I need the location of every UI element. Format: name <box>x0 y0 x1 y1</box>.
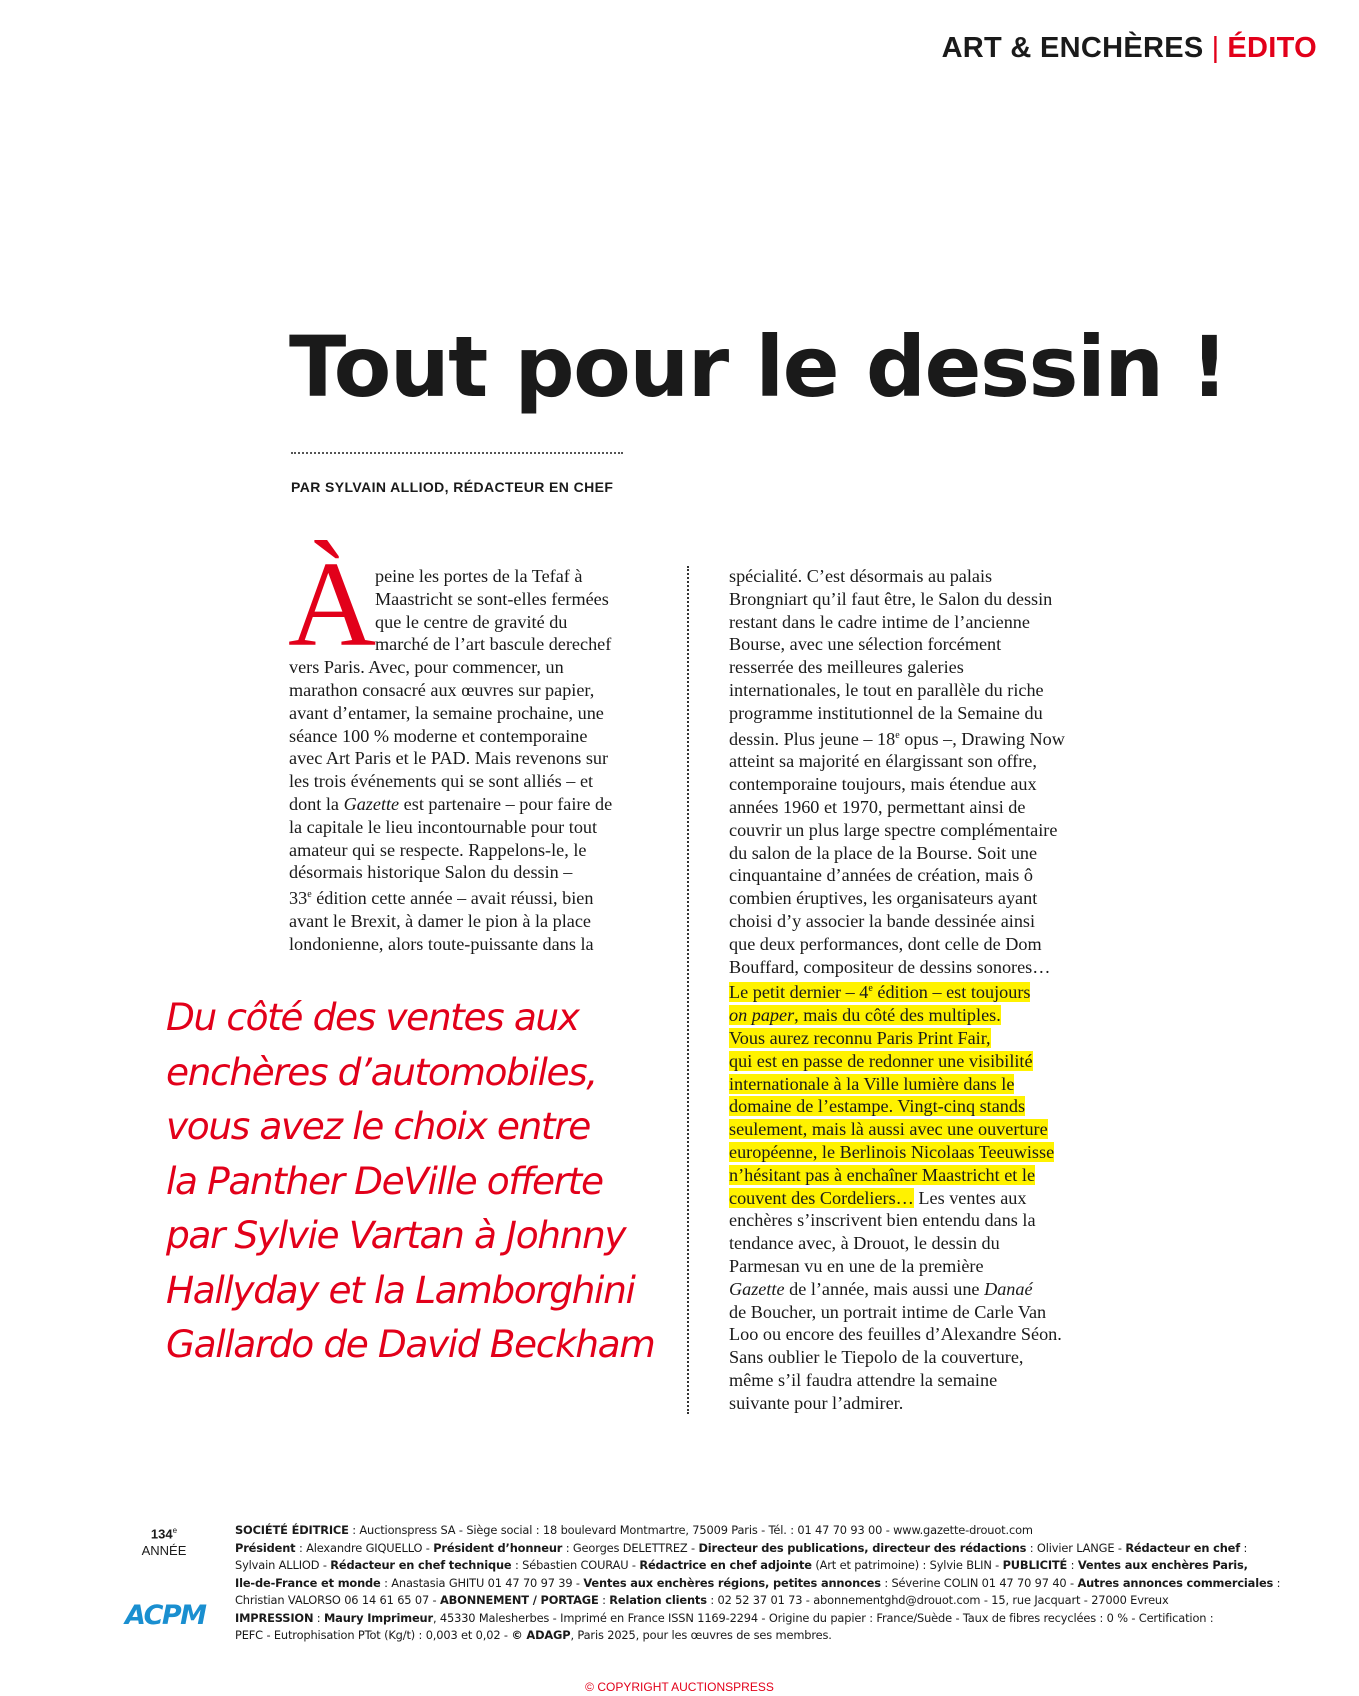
subsection-label: ÉDITO <box>1227 32 1317 64</box>
footer-run: : Sébastien COURAU - <box>511 1558 640 1572</box>
text-line: contemporaine toujours, mais étendue aux <box>729 774 1037 795</box>
text-line: Bouffard, compositeur de dessins sonores… <box>729 956 1051 977</box>
text-line: Sans oublier le Tiepolo de la couverture, <box>729 1347 1024 1368</box>
text-line: peine les portes de la Tefaf à <box>375 566 583 586</box>
footer-strong: ABONNEMENT / PORTAGE <box>439 1593 599 1607</box>
text-line: Loo ou encore des feuilles d’Alexandre Séon. <box>729 1324 1062 1345</box>
text-line: Bourse, avec une sélection forcément <box>729 634 1002 655</box>
highlighted-text: internationale à la Ville lumière dans le <box>729 1073 1015 1094</box>
highlighted-line <box>729 1004 1094 1027</box>
section-header <box>942 32 1317 65</box>
text-line: que deux performances, dont celle de Dom <box>729 933 1042 954</box>
footer-strong: Ile-de-France et monde <box>235 1575 381 1590</box>
text-line: restant dans le cadre intime de l’ancienne <box>729 611 1030 632</box>
text-line: de Boucher, un portrait intime de Carle Van <box>729 1301 1047 1322</box>
superscript: e <box>307 889 312 901</box>
text-run: dessin. Plus jeune – 18 <box>729 728 896 749</box>
year-label: ANNÉE <box>141 1543 187 1559</box>
text-run: dont la <box>289 793 344 814</box>
highlighted-text: européenne, le Berlinois Nicolaas Teeuwisse <box>729 1142 1055 1163</box>
text-line <box>289 793 649 816</box>
highlighted-text: domaine de l’estampe. Vingt-cinq stands <box>729 1096 1026 1117</box>
footer-strong: © ADAGP <box>511 1628 571 1642</box>
masthead-footer <box>235 1522 1281 1645</box>
acpm-logo: ACPM <box>125 1600 206 1631</box>
footer-strong: Rédacteur en chef technique <box>330 1558 512 1572</box>
drop-cap: À <box>288 537 377 672</box>
superscript: e <box>895 729 900 741</box>
highlighted-line <box>729 1187 1094 1210</box>
highlighted-line <box>729 978 1094 1004</box>
footer-run: : Olivier LANGE - <box>1026 1540 1126 1555</box>
highlighted-line <box>729 1073 1094 1096</box>
text-line: internationales, le tout en parallèle du riche <box>729 679 1044 700</box>
text-line: la capitale le lieu incontournable pour tout <box>289 816 598 837</box>
highlighted-line <box>729 1118 1094 1141</box>
column-divider <box>687 566 689 1414</box>
footer-strong: Autres annonces commerciales <box>1077 1575 1274 1590</box>
year-badge <box>136 1522 192 1559</box>
footer-strong: Rédacteur en chef <box>1125 1540 1241 1555</box>
highlighted-line <box>729 1050 1094 1073</box>
footer-run: : Alexandre GIQUELLO - <box>295 1540 434 1555</box>
text-run: opus –, Drawing Now <box>899 728 1065 749</box>
footer-line <box>235 1522 1255 1540</box>
text-line: amateur qui se respecte. Rappelons-le, le <box>289 839 587 860</box>
text-line <box>729 1278 1094 1301</box>
highlighted-line <box>729 1027 1094 1050</box>
footer-strong: Maury Imprimeur <box>323 1610 433 1625</box>
quote-line: la Panther DeVille offerte <box>166 1158 603 1203</box>
footer-run: : <box>1273 1575 1281 1590</box>
text-line: séance 100 % moderne et contemporaine <box>289 725 588 746</box>
section-label: ART & ENCHÈRES <box>941 32 1204 64</box>
highlighted-text: Vous aurez reconnu Paris Print Fair, <box>729 1028 991 1049</box>
text-line <box>729 725 1094 751</box>
article-column-1 <box>289 565 649 956</box>
footer-run: , Paris 2025, pour les œuvres de ses membres. <box>570 1628 832 1642</box>
quote-line: Hallyday et la Lamborghini <box>166 1267 635 1312</box>
highlighted-text: qui est en passe de redonner une visibilité <box>729 1050 1033 1071</box>
highlighted-text: couvent des Cordeliers… <box>729 1187 914 1208</box>
footer-run: : Séverine COLIN 01 47 70 97 40 - <box>880 1575 1078 1590</box>
text-line: couvrir un plus large spectre complémentaire <box>729 819 1058 840</box>
quote-line: vous avez le choix entre <box>166 1104 590 1148</box>
text-run: édition – est toujours <box>872 982 1031 1003</box>
text-line: avant d’entamer, la semaine prochaine, une <box>289 702 604 723</box>
footer-run: : <box>598 1593 610 1607</box>
text-line: choisi d’y associer la bande dessinée ainsi <box>729 911 1036 932</box>
footer-strong: SOCIÉTÉ ÉDITRICE <box>235 1523 349 1537</box>
footer-line <box>235 1592 1255 1610</box>
footer-strong: Relation clients <box>609 1593 707 1607</box>
footer-run: Christian VALORSO 06 14 61 65 07 - <box>235 1593 440 1607</box>
footer-strong: Directeur des publications, directeur des rédactions <box>698 1540 1027 1555</box>
text-line: années 1960 et 1970, permettant ainsi de <box>729 797 1026 818</box>
text-run: , mais du côté des multiples. <box>794 1005 1001 1026</box>
text-run: 33 <box>289 888 308 909</box>
footer-run: : Georges DELETTREZ - <box>562 1540 699 1555</box>
text-run: de l’année, mais aussi une <box>784 1278 985 1299</box>
byline: PAR SYLVAIN ALLIOD, RÉDACTEUR EN CHEF <box>291 479 614 495</box>
header-separator: | <box>1211 32 1220 64</box>
quote-line: Gallardo de David Beckham <box>166 1322 655 1366</box>
text-line: marché de l’art bascule derechef <box>375 634 612 655</box>
footer-run: : <box>1067 1558 1078 1572</box>
text-line: resserrée des meilleures galeries <box>729 657 964 678</box>
superscript: e <box>868 983 873 995</box>
article-column-2 <box>729 565 1094 1415</box>
highlighted-line <box>729 1095 1094 1118</box>
text-run: édition cette année – avait réussi, bien <box>311 888 594 909</box>
quote-line: par Sylvie Vartan à Johnny <box>166 1213 626 1257</box>
footer-run: Sylvain ALLIOD - <box>235 1558 331 1572</box>
highlighted-line <box>729 1141 1094 1164</box>
footer-strong: IMPRESSION <box>235 1610 314 1625</box>
copyright-notice: © COPYRIGHT AUCTIONSPRESS <box>585 1680 774 1694</box>
text-line: cinquantaine d’années de création, mais ô <box>729 865 1034 886</box>
text-line <box>289 884 649 910</box>
footer-strong: Ventes aux enchères Paris, <box>1077 1558 1248 1572</box>
footer-strong: Ventes aux enchères régions, petites annonces <box>583 1575 881 1590</box>
pull-quote <box>166 990 686 1372</box>
text-run: est partenaire – pour faire de <box>399 793 613 814</box>
footer-line <box>235 1627 1255 1645</box>
footer-line <box>235 1540 1255 1558</box>
text-line: suivante pour l’admirer. <box>729 1392 904 1413</box>
text-line: même s’il faudra attendre la semaine <box>729 1370 998 1391</box>
footer-strong: PUBLICITÉ <box>1002 1558 1068 1572</box>
text-line: vers Paris. Avec, pour commencer, un <box>289 657 564 678</box>
year-superscript: e <box>172 1526 178 1535</box>
text-line: atteint sa majorité en élargissant son offre, <box>729 751 1037 772</box>
footer-run: : <box>313 1610 324 1625</box>
footer-line <box>235 1575 1281 1593</box>
footer-strong: Rédactrice en chef adjointe <box>639 1558 812 1572</box>
text-line: tendance avec, à Drouot, le dessin du <box>729 1233 1000 1254</box>
text-line: londonienne, alors toute-puissante dans la <box>289 933 594 954</box>
text-line: du salon de la place de la Bourse. Soit une <box>729 842 1038 863</box>
footer-strong: Président d’honneur <box>433 1540 563 1555</box>
text-line: Maastricht se sont-elles fermées <box>375 588 609 609</box>
footer-run: : Anastasia GHITU 01 47 70 97 39 - <box>380 1575 584 1590</box>
footer-run: , 45330 Malesherbes - Imprimé en France ISSN 1169-2294 - Origine du papier : France/Suède - Taux de fibres recyclées : 0 % - Certification : <box>432 1610 1214 1625</box>
text-line: les trois événements qui se sont alliés – et <box>289 771 594 792</box>
footer-run: PEFC - Eutrophisation PTot (Kg/t) : 0,003 et 0,02 - <box>235 1628 512 1642</box>
text-line: enchères s’inscrivent bien entendu dans la <box>729 1210 1036 1231</box>
text-line: désormais historique Salon du dessin – <box>289 862 573 883</box>
footer-strong: Président <box>235 1540 296 1555</box>
article-title: Tout pour le dessin ! <box>289 318 1228 416</box>
gazette-italic: Gazette <box>729 1278 785 1299</box>
highlighted-text <box>729 982 1030 1002</box>
text-line: Parmesan vu en une de la première <box>729 1256 984 1277</box>
footer-run: : 02 52 37 01 73 - abonnementghd@drouot.com - 15, rue Jacquart - 27000 Evreux <box>706 1593 1169 1607</box>
text-line: que le centre de gravité du <box>375 611 568 632</box>
footer-run: : <box>1240 1540 1248 1555</box>
footer-run: (Art et patrimoine) : Sylvie BLIN - <box>811 1558 1003 1572</box>
gazette-italic: Gazette <box>343 793 400 814</box>
on-paper-italic: on paper <box>729 1005 795 1026</box>
footer-run: : Auctionspress SA - Siège social : 18 boulevard Montmartre, 75009 Paris - Tél. : 01 47 70 93 00 - www.gazette-drouot.com <box>348 1523 1033 1537</box>
title-divider <box>291 452 623 454</box>
danae-italic: Danaé <box>984 1278 1033 1299</box>
text-run: Les ventes aux <box>913 1187 1027 1208</box>
highlighted-text <box>729 1005 1001 1025</box>
text-line: spécialité. C’est désormais au palais <box>729 566 993 586</box>
text-line: programme institutionnel de la Semaine du <box>729 702 1043 723</box>
year-number: 134 <box>150 1526 173 1542</box>
text-line: marathon consacré aux œuvres sur papier, <box>289 679 595 700</box>
highlighted-line <box>729 1164 1094 1187</box>
text-line: Brongniart qu’il faut être, le Salon du dessin <box>729 588 1053 609</box>
text-run: Le petit dernier – 4 <box>729 982 869 1003</box>
footer-line <box>235 1610 1255 1628</box>
highlighted-text: seulement, mais là aussi avec une ouverture <box>729 1119 1048 1140</box>
text-line: avant le Brexit, à damer le pion à la place <box>289 911 591 932</box>
text-line: combien éruptives, les organisateurs ayant <box>729 888 1038 909</box>
quote-line: Du côté des ventes aux <box>166 995 579 1039</box>
quote-line: enchères d’automobiles, <box>166 1049 597 1094</box>
highlighted-text: n’hésitant pas à enchaîner Maastricht et le <box>729 1164 1036 1185</box>
text-line: avec Art Paris et le PAD. Mais revenons sur <box>289 748 609 769</box>
footer-line <box>235 1557 1255 1575</box>
